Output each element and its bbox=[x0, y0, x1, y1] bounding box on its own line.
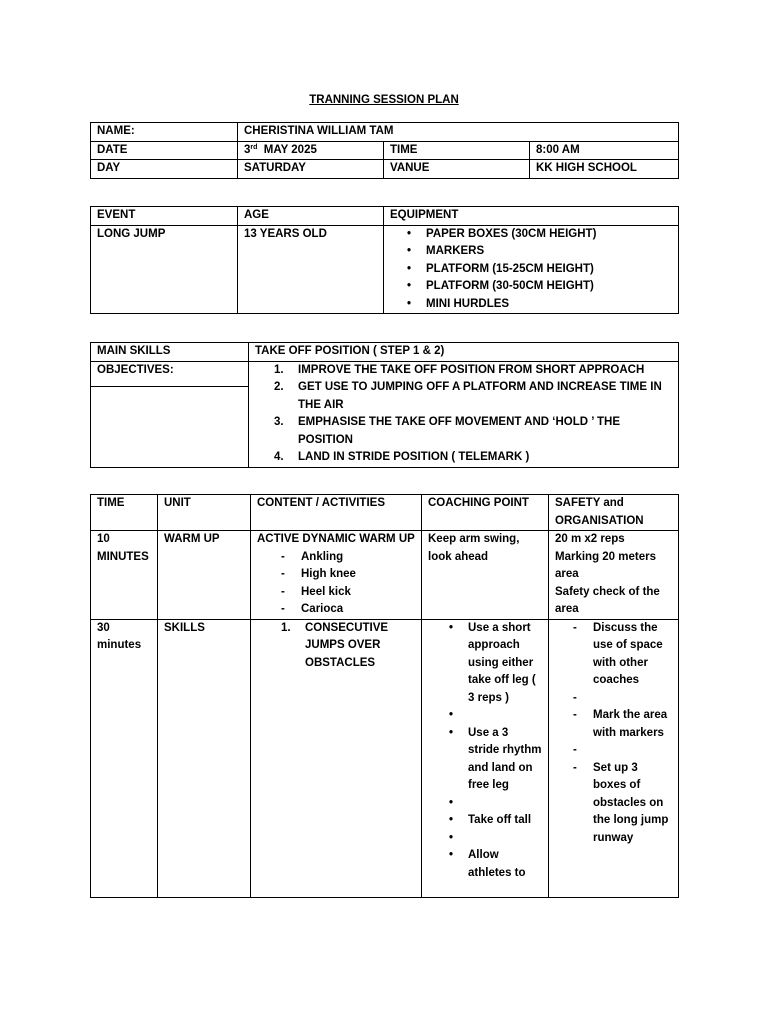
equipment-item: • MARKERS bbox=[404, 243, 672, 261]
skills-safety bbox=[549, 619, 679, 897]
objective-text: EMPHASISE THE TAKE OFF MOVEMENT AND ‘HOLD ’ THE POSITION bbox=[298, 416, 621, 446]
venue-label: VANUE bbox=[384, 160, 530, 179]
skills-time: 30 minutes bbox=[91, 619, 158, 897]
list-item bbox=[281, 620, 415, 673]
event-table bbox=[90, 206, 679, 314]
document-title: TRANNING SESSION PLAN bbox=[309, 94, 459, 106]
header-safety: SAFETY and ORGANISATION bbox=[549, 495, 679, 531]
list-item: • Take off tall bbox=[446, 812, 542, 830]
equipment-label: EQUIPMENT bbox=[384, 207, 679, 226]
date-label: DATE bbox=[91, 141, 238, 160]
equipment-list bbox=[404, 226, 672, 314]
skills-table bbox=[90, 342, 679, 468]
item-text: CONSECUTIVE JUMPS OVER OBSTACLES bbox=[305, 621, 389, 669]
skills-coaching bbox=[422, 619, 549, 897]
header-coaching: COACHING POINT bbox=[422, 495, 549, 531]
main-skills-value: TAKE OFF POSITION ( STEP 1 & 2) bbox=[249, 343, 679, 362]
equipment-item: • MINI HURDLES bbox=[404, 296, 672, 314]
equipment-item: • PLATFORM (30-50CM HEIGHT) bbox=[404, 278, 672, 296]
header-content: CONTENT / ACTIVITIES bbox=[251, 495, 422, 531]
skills-content bbox=[251, 619, 422, 897]
list-item: - Set up 3 boxes of obstacles on the long jump runway bbox=[571, 760, 672, 848]
table-row bbox=[91, 619, 679, 897]
objective-item bbox=[274, 379, 672, 414]
name-label: NAME: bbox=[91, 123, 238, 142]
table-row bbox=[91, 531, 679, 620]
equipment-item: • PAPER BOXES (30CM HEIGHT) bbox=[404, 226, 672, 244]
time-value: 8:00 AM bbox=[530, 141, 679, 160]
session-plan-table bbox=[90, 494, 679, 898]
date-day: 3 bbox=[244, 143, 251, 156]
objective-text: IMPROVE THE TAKE OFF POSITION FROM SHORT APPROACH bbox=[298, 363, 645, 376]
date-suffix: rd bbox=[250, 143, 258, 151]
header-unit: UNIT bbox=[158, 495, 251, 531]
list-item: - Carioca bbox=[279, 601, 415, 619]
venue-value: KK HIGH SCHOOL bbox=[530, 160, 679, 179]
list-item: • Allow athletes to bbox=[446, 847, 542, 882]
list-item: • Use a short approach using either take off leg ( 3 reps ) bbox=[446, 620, 542, 708]
date-rest: MAY 2025 bbox=[257, 143, 317, 156]
safety-list bbox=[571, 620, 672, 848]
objective-number: 1. bbox=[274, 363, 284, 376]
time-label: TIME bbox=[384, 141, 530, 160]
equipment-item: • PLATFORM (15-25CM HEIGHT) bbox=[404, 261, 672, 279]
main-skills-label: MAIN SKILLS bbox=[91, 343, 249, 362]
age-label: AGE bbox=[238, 207, 384, 226]
list-item: - Heel kick bbox=[279, 584, 415, 602]
list-item: - High knee bbox=[279, 566, 415, 584]
objective-number: 4. bbox=[274, 451, 284, 463]
objectives-list bbox=[274, 362, 672, 467]
list-item: • Use a 3 stride rhythm and land on free leg bbox=[446, 725, 542, 795]
list-item: - Ankling bbox=[279, 549, 415, 567]
objectives-label: OBJECTIVES: bbox=[91, 361, 249, 386]
day-label: DAY bbox=[91, 160, 238, 179]
warmup-content-title: ACTIVE DYNAMIC WARM UP bbox=[257, 533, 415, 545]
list-item: - Discuss the use of space with other coaches bbox=[571, 620, 672, 690]
event-label: EVENT bbox=[91, 207, 238, 226]
equipment-cell bbox=[384, 225, 679, 314]
objective-text: GET USE TO JUMPING OFF A PLATFORM AND INCREASE TIME IN THE AIR bbox=[298, 381, 662, 411]
skills-content-list bbox=[281, 620, 415, 673]
list-item: Safety check of the area bbox=[555, 585, 660, 615]
warmup-content bbox=[251, 531, 422, 620]
date-value bbox=[238, 141, 384, 160]
session-info-table bbox=[90, 122, 679, 179]
item-number: 1. bbox=[281, 621, 291, 634]
warmup-coaching: Keep arm swing, look ahead bbox=[422, 531, 549, 620]
objective-item bbox=[274, 362, 672, 380]
objective-item bbox=[274, 449, 672, 467]
warmup-activity-list bbox=[257, 549, 415, 619]
warmup-unit: WARM UP bbox=[158, 531, 251, 620]
objectives-empty-cell bbox=[91, 386, 249, 467]
name-value: CHERISTINA WILLIAM TAM bbox=[238, 123, 679, 142]
objectives-cell bbox=[249, 361, 679, 467]
day-value: SATURDAY bbox=[238, 160, 384, 179]
coaching-points-list bbox=[446, 620, 542, 883]
objective-number: 2. bbox=[274, 381, 284, 393]
warmup-time: 10 MINUTES bbox=[91, 531, 158, 620]
objective-number: 3. bbox=[274, 416, 284, 428]
list-item: 20 m x2 reps bbox=[555, 533, 625, 545]
skills-unit: SKILLS bbox=[158, 619, 251, 897]
header-time: TIME bbox=[91, 495, 158, 531]
age-value: 13 YEARS OLD bbox=[238, 225, 384, 314]
objective-text: LAND IN STRIDE POSITION ( TELEMARK ) bbox=[298, 451, 530, 463]
list-item: - Mark the area with markers bbox=[571, 707, 672, 742]
warmup-safety bbox=[549, 531, 679, 620]
objective-item bbox=[274, 414, 672, 449]
list-item: Marking 20 meters area bbox=[555, 550, 656, 580]
event-value: LONG JUMP bbox=[91, 225, 238, 314]
